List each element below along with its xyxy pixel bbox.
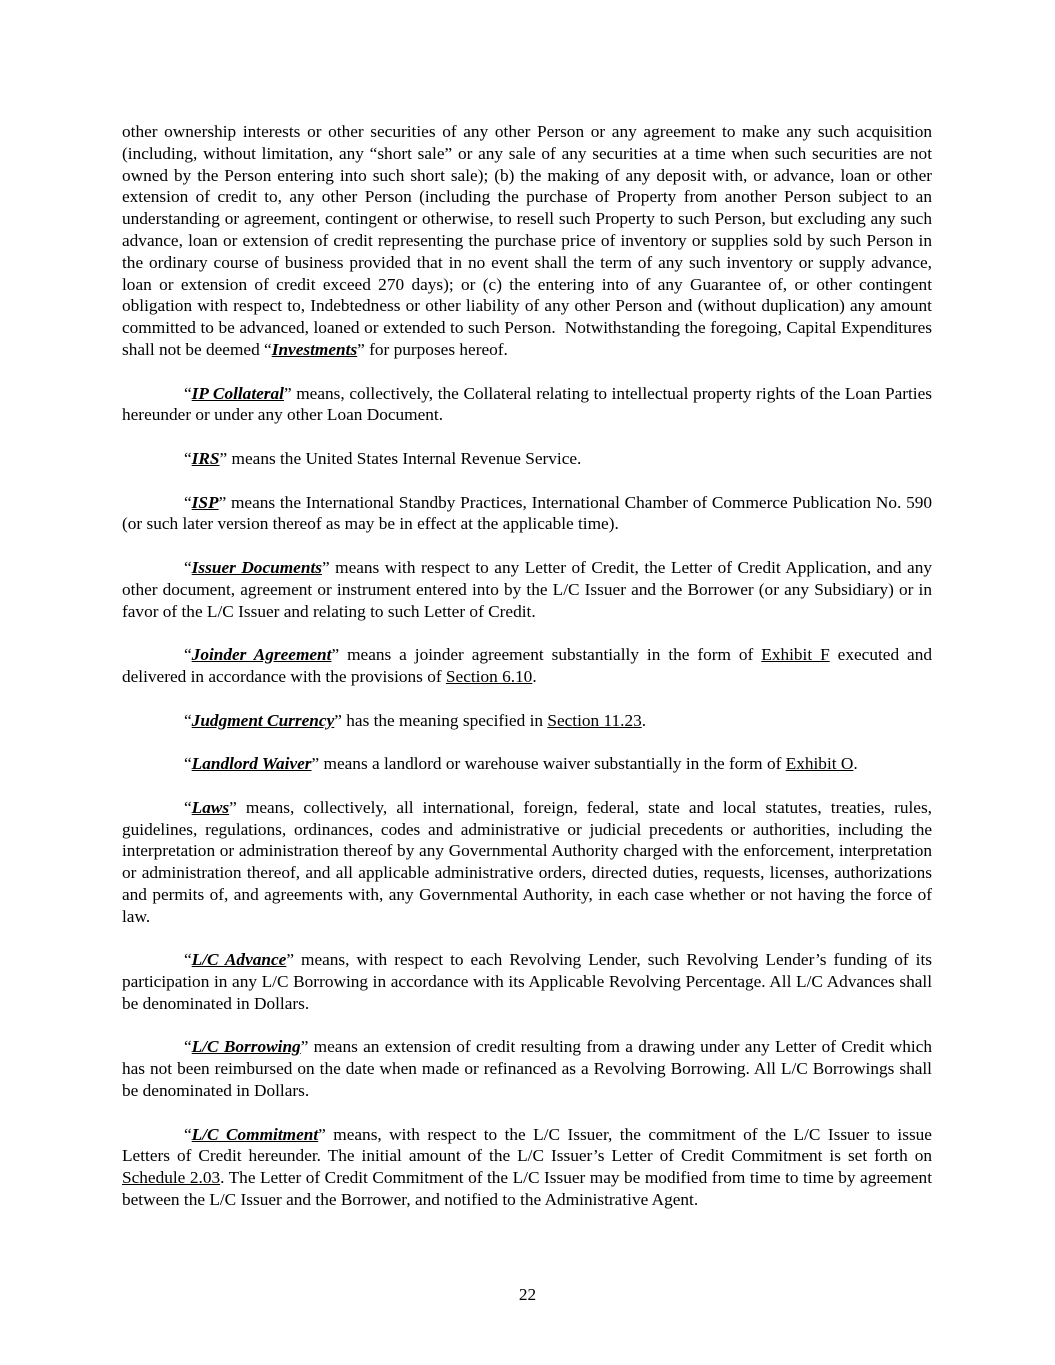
paragraph-10 xyxy=(122,949,932,1014)
text-run: “ xyxy=(184,754,192,774)
text-run: ” has the meaning specified in xyxy=(334,710,548,730)
text-run: “ xyxy=(184,1037,192,1057)
text-run: “ xyxy=(184,383,192,403)
section-reference: Schedule 2.03 xyxy=(122,1168,221,1188)
text-run: “ xyxy=(184,950,192,970)
section-reference: Exhibit O xyxy=(785,754,854,774)
defined-term: IRS xyxy=(191,448,220,468)
text-run: other ownership interests or other securities of any other Person or any agreement to make any such acquisition (including, without limitation, any “short sale” or any sale of any securities at a time when such securities are not owned by the Person entering into such short sale); (b) the making of any deposit with, or advance, loan or other extension of credit to, any other Person (including the purchase of Property from another Person subject to an understanding or agreement, contingent or otherwise, to resell such Property to such Person, but excluding any such advance, loan or extension of credit representing the purchase price of inventory or supplies sold by such Person in the ordinary course of business provided that in no event shall the term of any such inventory or supply advance, loan or extension of credit exceed 270 days); or (c) the entering into of any Guarantee of, or other contingent obligation with respect to, Indebtedness or other liability of any other Person and (without duplication) any amount committed to be advanced, loaned or extended to such Person. Notwithstanding the foregoing, Capital Expenditures shall not be deemed “ xyxy=(122,122,932,359)
paragraph-6 xyxy=(122,644,932,688)
text-run: ” means, with respect to each Revolving Lender, such Revolving Lender’s funding of its participation in any L/C Borrowing in accordance with its Applicable Revolving Percentage. All L/C Advances shall be denominated in Dollars. xyxy=(122,950,932,1013)
paragraph-8 xyxy=(122,753,932,775)
paragraph-1 xyxy=(122,121,932,361)
text-run: . xyxy=(641,710,647,730)
page-number: 22 xyxy=(518,1285,537,1304)
text-run: ” means, collectively, the Collateral relating to intellectual property rights of the Loan Parties hereunder or under any other Loan Document. xyxy=(122,383,932,425)
defined-term: L/C Borrowing xyxy=(191,1037,301,1057)
defined-term: IP Collateral xyxy=(191,383,284,403)
text-run: “ xyxy=(184,492,192,512)
section-reference: Exhibit F xyxy=(761,645,830,665)
defined-term: L/C Advance xyxy=(191,950,287,970)
text-run: “ xyxy=(184,448,192,468)
text-run: “ xyxy=(184,710,192,730)
text-run: . xyxy=(853,754,858,774)
paragraph-2 xyxy=(122,383,932,427)
defined-term: ISP xyxy=(191,492,219,512)
paragraph-7 xyxy=(122,710,932,732)
defined-term: Laws xyxy=(191,797,230,817)
defined-term: Judgment Currency xyxy=(191,710,335,730)
text-run: “ xyxy=(184,797,192,817)
defined-term: Joinder Agreement xyxy=(191,645,332,665)
text-run: ” for purposes hereof. xyxy=(357,339,508,359)
defined-term: L/C Commitment xyxy=(191,1124,319,1144)
defined-term: Investments xyxy=(271,339,358,359)
paragraph-11 xyxy=(122,1036,932,1101)
text-run: ” means a landlord or warehouse waiver substantially in the form of xyxy=(311,754,786,774)
text-run: ” means the International Standby Practices, International Chamber of Commerce Publication No. 590 (or such later version thereof as may be in effect at the applicable time). xyxy=(122,492,932,534)
text-run: ” means, with respect to the L/C Issuer, the commitment of the L/C Issuer to issue Letters of Credit hereunder. The initial amount of the L/C Issuer’s Letter of Credit Commitment is set forth on xyxy=(122,1124,932,1166)
text-run: ” means the United States Internal Revenue Service. xyxy=(219,448,582,468)
paragraph-4 xyxy=(122,492,932,536)
text-run: executed and delivered in accordance with the provisions of xyxy=(122,645,932,686)
paragraph-5 xyxy=(122,557,932,622)
defined-term: Issuer Documents xyxy=(191,557,322,577)
text-run: ” means, collectively, all international, foreign, federal, state and local statutes, treaties, rules, guidelines, regulations, ordinances, codes and administrative or judicial precedents or authorities, including the interpretation or administration thereof by any Governmental Authority charged with the enforcement, interpretation or administration thereof, and all applicable administrative orders, directed duties, requests, licenses, authorizations and permits of, and agreements with, any Governmental Authority, in each case whether or not having the force of law. xyxy=(122,797,932,926)
paragraph-9 xyxy=(122,797,932,928)
section-reference: Section 11.23 xyxy=(547,710,642,730)
text-run: “ xyxy=(184,1124,192,1144)
paragraph-3 xyxy=(122,448,932,470)
text-run: “ xyxy=(184,557,192,577)
text-run: ” means a joinder agreement substantially in the form of xyxy=(331,645,762,665)
section-reference: Section 6.10 xyxy=(445,666,533,686)
text-run: ” means with respect to any Letter of Credit, the Letter of Credit Application, and any other document, agreement or instrument entered into by the L/C Issuer and the Borrower (or any Subsidiary) or in favor of the L/C Issuer and relating to such Letter of Credit. xyxy=(122,557,932,621)
text-run: . The Letter of Credit Commitment of the L/C Issuer may be modified from time to time by agreement between the L/C Issuer and the Borrower, and notified to the Administrative Agent. xyxy=(122,1168,932,1210)
defined-term: Landlord Waiver xyxy=(191,754,312,774)
text-run: ” means an extension of credit resulting from a drawing under any Letter of Credit which has not been reimbursed on the date when made or refinanced as a Revolving Borrowing. All L/C Borrowings shall be denominated in Dollars. xyxy=(122,1037,933,1101)
paragraph-12 xyxy=(122,1124,932,1211)
document-body xyxy=(122,121,932,1233)
text-run: . xyxy=(532,666,537,686)
text-run: “ xyxy=(184,645,192,665)
